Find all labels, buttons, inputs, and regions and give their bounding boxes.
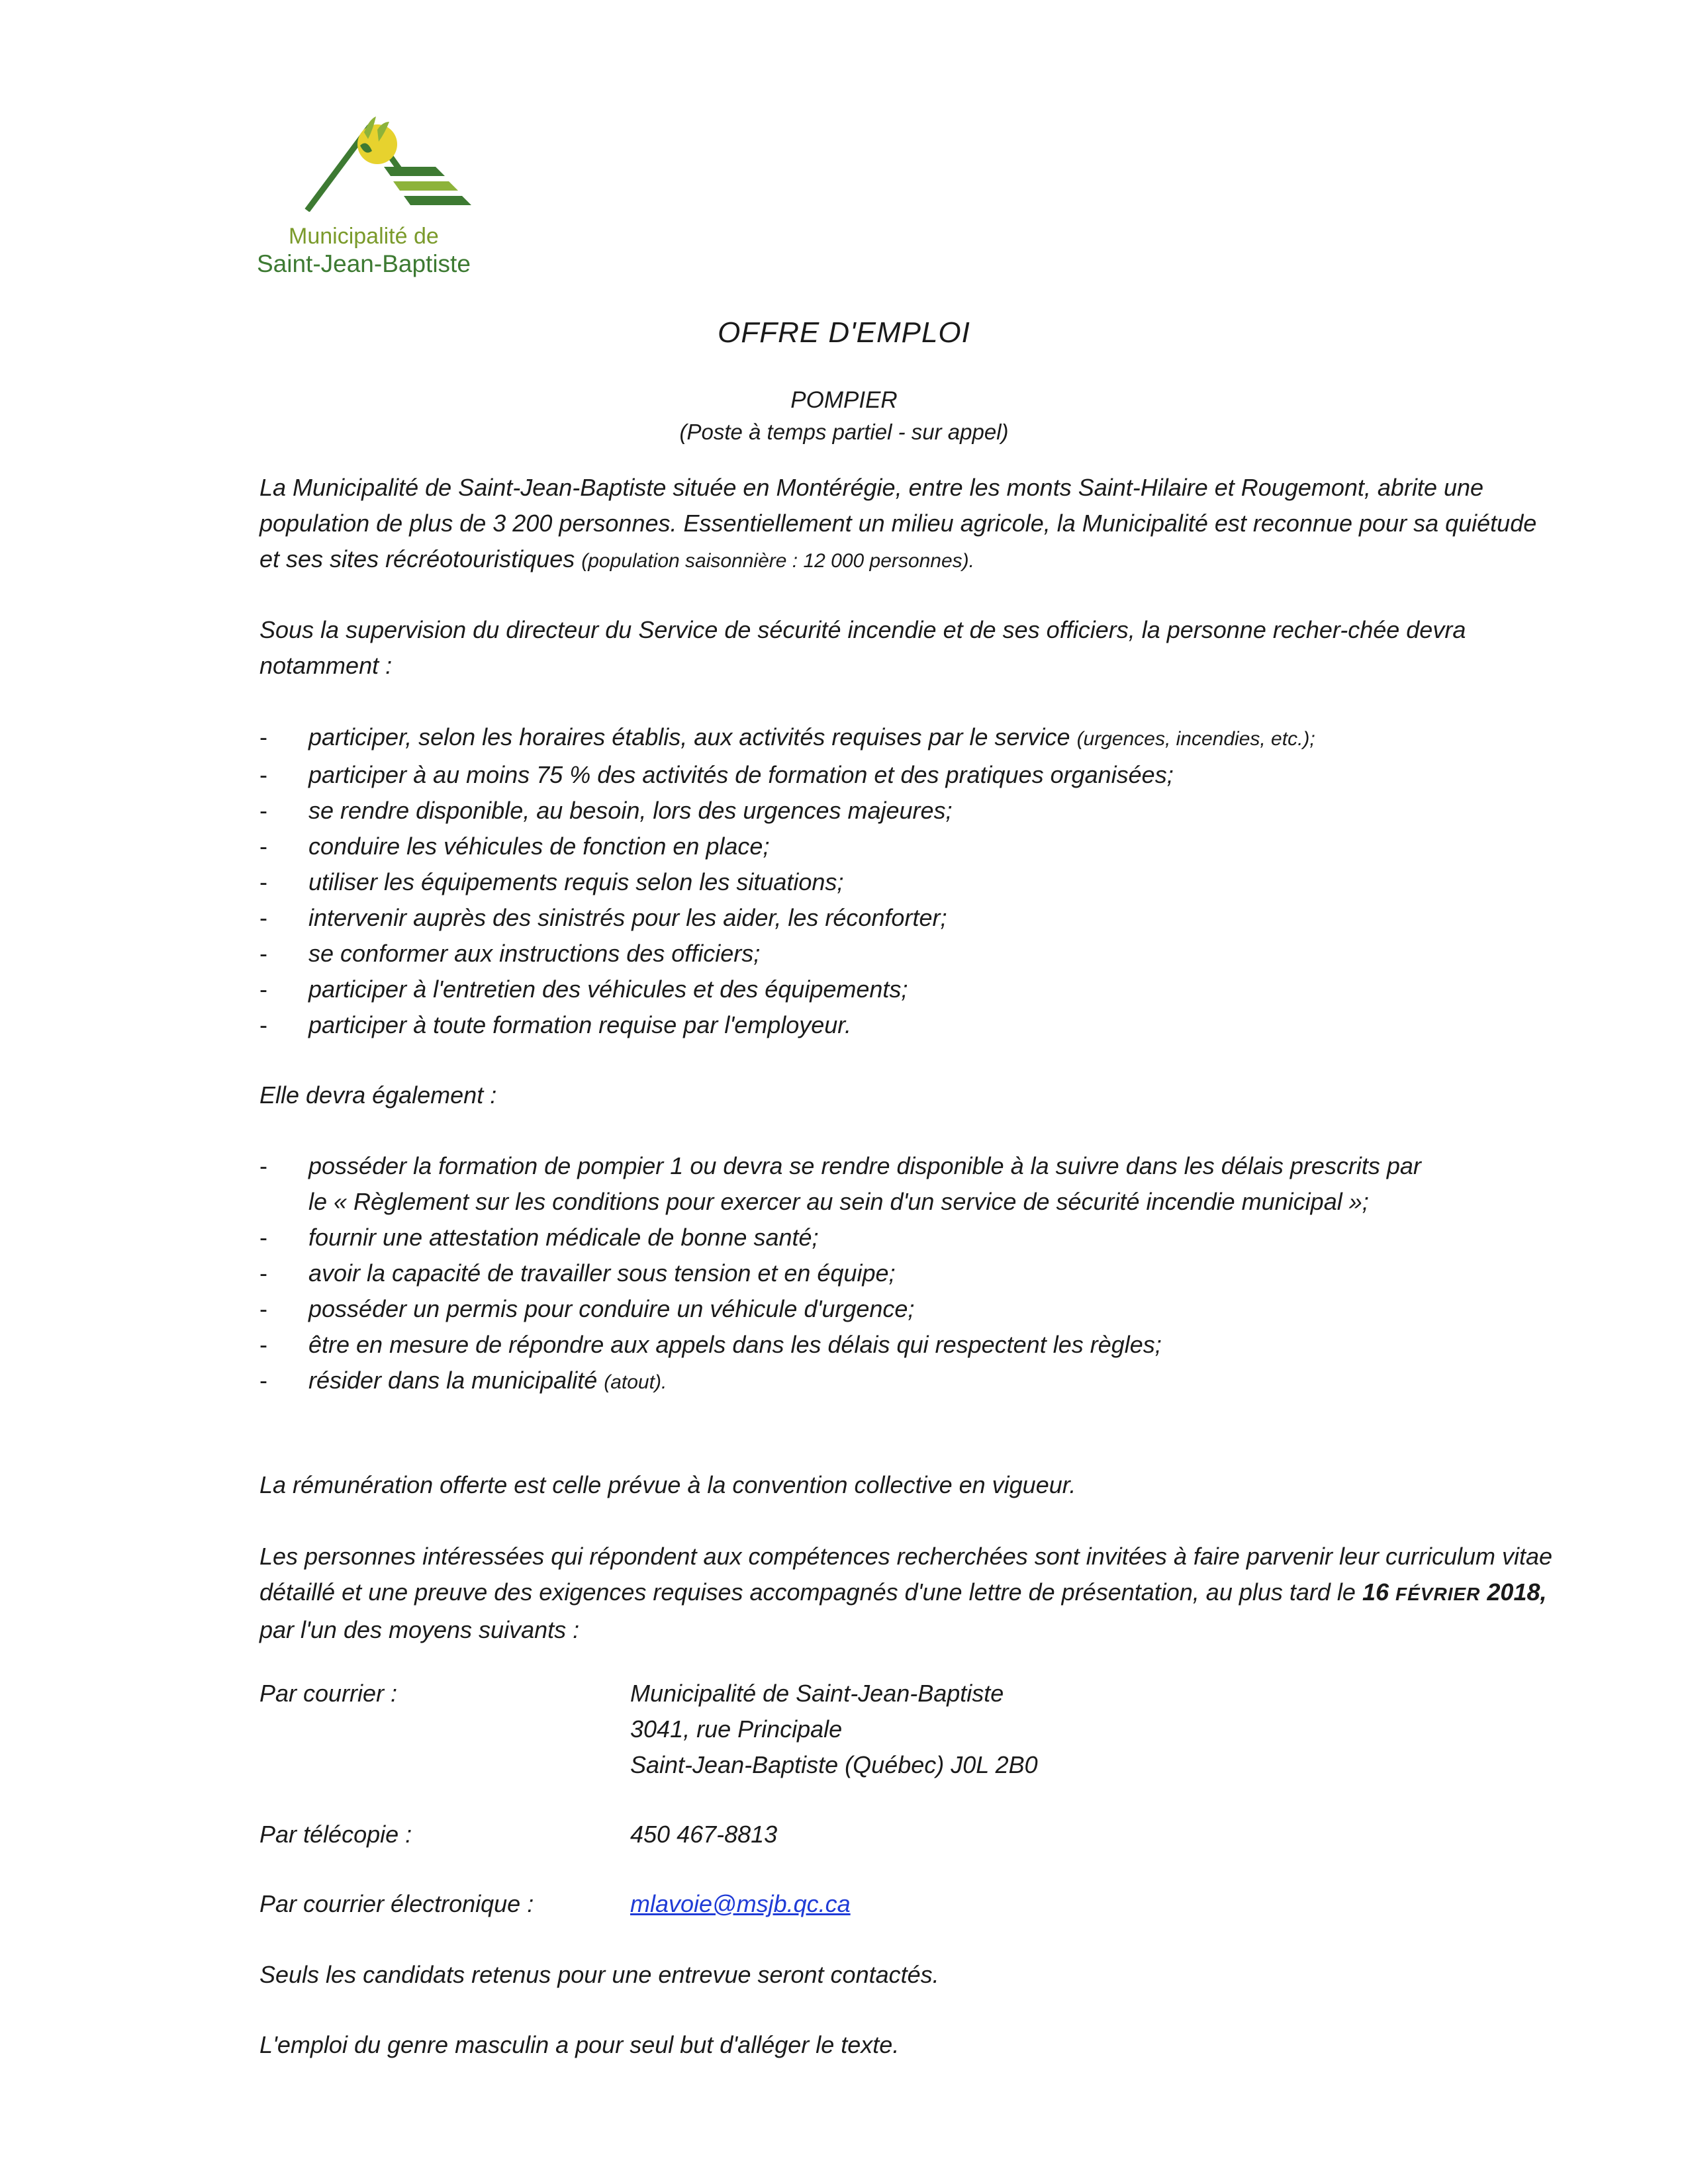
fax-value: 450 467-8813 — [630, 1821, 778, 1848]
list-item: - être en mesure de répondre aux appels dans les délais qui respectent les règles; — [259, 1331, 1162, 1358]
intro-text: La Municipalité de Saint-Jean-Baptiste située en Montérégie, entre les monts Saint-Hilaire et Rougemont, abrite une population de plus de 3 200 personnes. Essentiellement un milieu agricole, la Municipalité est reconnue pour sa quiétude et ses sites récréotouristiques — [259, 474, 1537, 572]
list-item: - posséder un permis pour conduire un véhicule d'urgence; — [259, 1295, 915, 1322]
salary-paragraph: La rémunération offerte est celle prévue à la convention collective en vigueur. — [259, 1471, 1076, 1498]
requirements-heading: Elle devra également : — [259, 1081, 497, 1109]
mountain-logo-icon — [303, 113, 475, 212]
deadline: 16 FÉVRIER 2018, — [1362, 1578, 1547, 1606]
email-value-wrap — [630, 1886, 851, 1922]
notice-text: Seuls les candidats retenus pour une entrevue seront contactés. — [259, 1961, 939, 1988]
email-label: Par courrier électronique : — [259, 1890, 534, 1917]
mail-address: Municipalité de Saint-Jean-Baptiste 3041, rue Principale Saint-Jean-Baptiste (Québec) J0L 2B0 — [630, 1680, 1038, 1778]
supervision-paragraph: Sous la supervision du directeur du Service de sécurité incendie et de ses officiers, la personne recher-chée devra notamment : — [259, 616, 1466, 679]
mail-label: Par courrier : — [259, 1680, 398, 1707]
application-paragraph: Les personnes intéressées qui répondent aux compétences recherchées sont invitées à faire parvenir leur curriculum vitae détaillé et une preuve des exigences requises accompagnés d'une lettre de présentation, au plus tard le 16 FÉVRIER 2018, par l'un des moyens suivants : — [259, 1543, 1553, 1643]
gender-note: L'emploi du genre masculin a pour seul but d'alléger le texte. — [259, 2031, 900, 2058]
list-item: - participer à l'entretien des véhicules et des équipements; — [259, 976, 908, 1003]
requirements-list — [259, 1148, 1438, 1400]
fax-label: Par télécopie : — [259, 1821, 412, 1848]
duties-list — [259, 719, 1557, 1043]
list-item: - résider dans la municipalité (atout). — [259, 1367, 667, 1394]
list-item: - se conformer aux instructions des officiers; — [259, 940, 761, 967]
list-item: - conduire les véhicules de fonction en place; — [259, 833, 770, 860]
list-item: - participer à toute formation requise par l'employeur. — [259, 1011, 851, 1038]
municipality-logo — [257, 113, 508, 278]
list-item: - se rendre disponible, au besoin, lors des urgences majeures; — [259, 797, 953, 824]
list-item: - intervenir auprès des sinistrés pour les aider, les réconforter; — [259, 904, 947, 931]
list-item: - participer, selon les horaires établis, aux activités requises par le service (urgences, incendies, etc.); — [259, 723, 1315, 751]
list-item: - avoir la capacité de travailler sous tension et en équipe; — [259, 1259, 896, 1287]
list-item: - fournir une attestation médicale de bonne santé; — [259, 1224, 819, 1251]
logo-text-line1: Municipalité de — [289, 224, 439, 249]
page-title: OFFRE D'EMPLOI — [718, 316, 970, 349]
list-item: - utiliser les équipements requis selon les situations; — [259, 868, 844, 895]
intro-paragraph — [259, 470, 1557, 579]
list-item: - participer à au moins 75 % des activités de formation et des pratiques organisées; — [259, 761, 1174, 788]
intro-note: (population saisonnière : 12 000 personnes). — [581, 550, 974, 572]
logo-text-line2: Saint-Jean-Baptiste — [257, 250, 471, 277]
list-item: - posséder la formation de pompier 1 ou devra se rendre disponible à la suivre dans les délais prescrits par le « Règlement sur les conditions pour exercer au sein d'un service de sécurité incendie municipal »; — [259, 1152, 1421, 1215]
position-title: POMPIER — [790, 387, 898, 413]
position-note: (Poste à temps partiel - sur appel) — [679, 420, 1009, 444]
email-link[interactable]: mlavoie@msjb.qc.ca — [630, 1890, 851, 1917]
